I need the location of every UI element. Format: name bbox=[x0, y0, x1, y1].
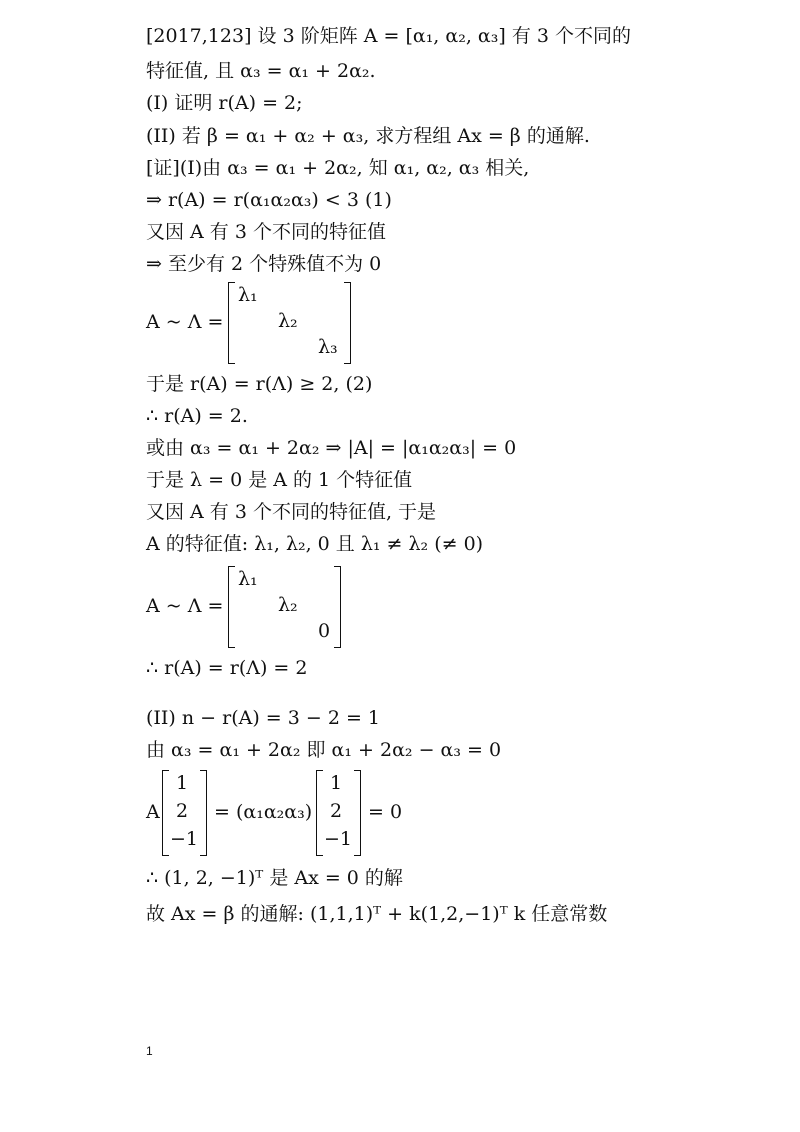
proof-line-3: 又因 A 有 3 个不同的特征值 bbox=[146, 221, 386, 243]
proof-line-11: ∴ r(A) = r(Λ) = 2 bbox=[146, 657, 308, 679]
matrix-1-entry: λ₂ bbox=[278, 310, 298, 332]
matrix-2-entry: 0 bbox=[318, 620, 331, 642]
vector-2-entry: −1 bbox=[324, 828, 353, 850]
vector-2-right-bracket bbox=[354, 770, 361, 856]
page-number: 1 bbox=[146, 1044, 153, 1058]
proof-line-6: ∴ r(A) = 2. bbox=[146, 405, 248, 427]
vector-2-entry: 1 bbox=[330, 772, 343, 794]
matrix-2-lhs: A ~ Λ = bbox=[146, 595, 224, 617]
vector-1-entry: 2 bbox=[176, 800, 189, 822]
diagonal-matrix-2 bbox=[146, 566, 346, 646]
vector-1-entry: 1 bbox=[176, 772, 189, 794]
matrix-2-left-bracket bbox=[228, 566, 235, 648]
matrix-1-left-bracket bbox=[228, 282, 235, 364]
vector-equation bbox=[146, 770, 416, 854]
vector-eq-prefix: A bbox=[146, 801, 160, 823]
part-2-line-3: ∴ (1, 2, −1)ᵀ 是 Ax = 0 的解 bbox=[146, 867, 403, 889]
part-2-question: (II) 若 β = α₁ + α₂ + α₃, 求方程组 Ax = β 的通解. bbox=[146, 125, 590, 147]
proof-line-10: A 的特征值: λ₁, λ₂, 0 且 λ₁ ≠ λ₂ (≠ 0) bbox=[146, 533, 484, 555]
vector-1-left-bracket bbox=[162, 770, 169, 856]
proof-line-5: 于是 r(A) = r(Λ) ≥ 2, (2) bbox=[146, 373, 373, 395]
proof-line-4: ⇒ 至少有 2 个特殊值不为 0 bbox=[146, 253, 382, 275]
vector-2-left-bracket bbox=[316, 770, 323, 856]
part-1-question: (I) 证明 r(A) = 2; bbox=[146, 92, 303, 114]
vector-2-entry: 2 bbox=[330, 800, 343, 822]
vector-eq-middle: = (α₁α₂α₃) bbox=[214, 801, 313, 823]
part-2-line-2: 由 α₃ = α₁ + 2α₂ 即 α₁ + 2α₂ − α₃ = 0 bbox=[146, 739, 502, 761]
matrix-2-entry: λ₂ bbox=[278, 594, 298, 616]
matrix-1-lhs: A ~ Λ = bbox=[146, 311, 224, 333]
problem-statement-line-2: 特征值, 且 α₃ = α₁ + 2α₂. bbox=[146, 60, 376, 82]
problem-statement-line-1: [2017,123] 设 3 阶矩阵 A = [α₁, α₂, α₃] 有 3 个不同的 bbox=[146, 25, 631, 47]
matrix-1-entry: λ₃ bbox=[318, 336, 338, 358]
proof-line-7: 或由 α₃ = α₁ + 2α₂ ⇒ |A| = |α₁α₂α₃| = 0 bbox=[146, 437, 517, 459]
proof-line-2: ⇒ r(A) = r(α₁α₂α₃) < 3 (1) bbox=[146, 189, 392, 211]
matrix-2-right-bracket bbox=[334, 566, 341, 648]
matrix-1-right-bracket bbox=[344, 282, 351, 364]
proof-line-8: 于是 λ = 0 是 A 的 1 个特征值 bbox=[146, 469, 413, 491]
part-2-line-1: (II) n − r(A) = 3 − 2 = 1 bbox=[146, 707, 381, 729]
general-solution-line: 故 Ax = β 的通解: (1,1,1)ᵀ + k(1,2,−1)ᵀ k 任意常数 bbox=[146, 903, 608, 925]
vector-1-right-bracket bbox=[200, 770, 207, 856]
matrix-1-entry: λ₁ bbox=[238, 284, 258, 306]
vector-eq-rhs: = 0 bbox=[368, 801, 403, 823]
vector-1-entry: −1 bbox=[170, 828, 199, 850]
proof-line-9: 又因 A 有 3 个不同的特征值, 于是 bbox=[146, 501, 437, 523]
proof-line-1: [证](I)由 α₃ = α₁ + 2α₂, 知 α₁, α₂, α₃ 相关, bbox=[146, 157, 530, 179]
diagonal-matrix-1 bbox=[146, 282, 356, 362]
matrix-2-entry: λ₁ bbox=[238, 568, 258, 590]
